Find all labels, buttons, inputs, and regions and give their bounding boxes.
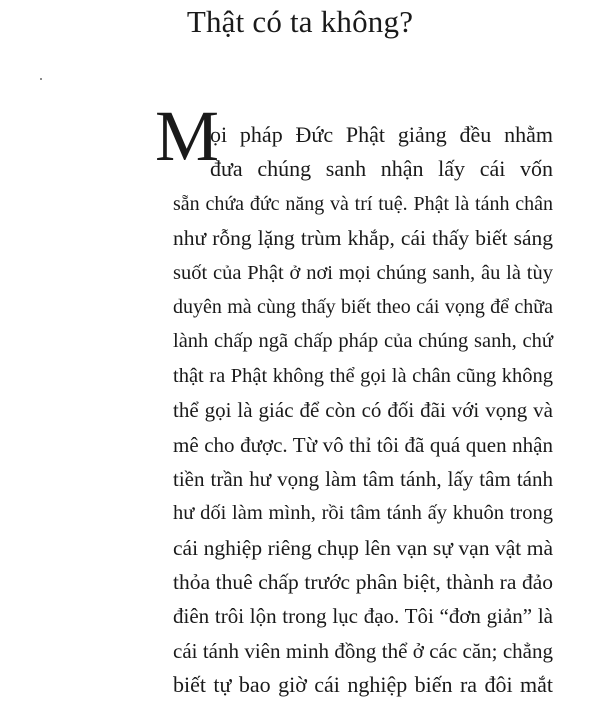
text-line: như rỗng lặng trùm khắp, cái thấy biết sáng <box>173 226 553 251</box>
text-line: điên trôi lộn trong lục đạo. Tôi “đơn giản” là <box>173 604 553 629</box>
text-line: lành chấp ngã chấp pháp của chúng sanh, chứ <box>173 330 553 353</box>
text-line: hư dối làm mình, rồi tâm tánh ấy khuôn trong <box>173 502 553 525</box>
text-line: thỏa thuê chấp trước phân biệt, thành ra đảo <box>173 570 553 595</box>
text-line: đưa chúng sanh nhận lấy cái vốn <box>210 156 553 182</box>
text-line: duyên mà cùng thấy biết theo cái vọng để chữa <box>173 295 553 318</box>
text-line: sẵn chứa đức năng và trí tuệ. Phật là tánh chân <box>173 192 553 215</box>
text-line: ọi pháp Đức Phật giảng đều nhằm <box>210 122 553 147</box>
chapter-title: Thật có ta không? <box>186 4 414 39</box>
scan-speck <box>40 78 42 80</box>
text-line: tiền trần hư vọng làm tâm tánh, lấy tâm tánh <box>173 466 553 491</box>
drop-cap-letter: M <box>155 96 220 176</box>
text-line: thể gọi là giác để còn có đối đãi với vọng và <box>173 398 553 423</box>
text-line: mê cho được. Từ vô thỉ tôi đã quá quen nhận <box>173 432 553 457</box>
paragraph <box>173 118 553 703</box>
text-line: suốt của Phật ở nơi mọi chúng sanh, âu là tùy <box>173 261 553 284</box>
text-line: cái tánh viên minh đồng thể ở các căn; chẳng <box>173 638 553 663</box>
text-line: thật ra Phật không thể gọi là chân cũng không <box>173 364 553 387</box>
text-line: biết tự bao giờ cái nghiệp biến ra đôi mắt <box>173 672 553 698</box>
text-line: cái nghiệp riêng chụp lên vạn sự vạn vật mà <box>173 535 553 560</box>
